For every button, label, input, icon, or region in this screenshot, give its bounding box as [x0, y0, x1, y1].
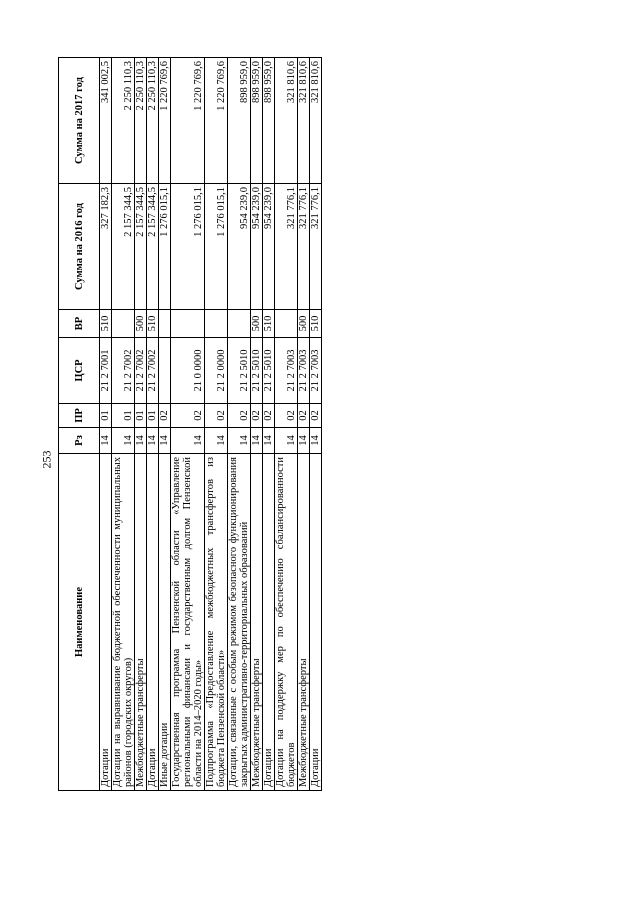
- cell-name: Государственная программа Пензенской области «Управление региональными финансами и государственным долгом Пензенской области на 2014–2020 годы»: [171, 454, 205, 791]
- rotated-table-container: [58, 58, 319, 791]
- cell-csr: 21 2 5010: [251, 338, 263, 404]
- cell-sum-2016: 2 157 344,5: [112, 184, 135, 310]
- cell-name: Дотации на выравнивание бюджетной обеспеченности муниципальных районов (городских округов): [112, 454, 135, 791]
- cell-csr: 21 2 7003: [275, 338, 298, 404]
- cell-rz: 14: [100, 428, 112, 454]
- cell-pr: 01: [135, 404, 147, 428]
- header-name: Наименование: [59, 454, 100, 791]
- cell-sum-2017: 321 810,6: [275, 58, 298, 184]
- cell-pr: 02: [205, 404, 228, 428]
- cell-csr: 21 2 5010: [263, 338, 275, 404]
- cell-sum-2016: 1 276 015,1: [159, 184, 171, 310]
- cell-csr: 21 2 0000: [205, 338, 228, 404]
- cell-vr: 510: [263, 310, 275, 338]
- cell-sum-2016: 321 776,1: [298, 184, 310, 310]
- cell-sum-2016: 2 157 344,5: [147, 184, 159, 310]
- table-row: [135, 58, 147, 791]
- header-sum-2016: Сумма на 2016 год: [59, 184, 100, 310]
- cell-pr: 02: [263, 404, 275, 428]
- cell-name: Дотации, связанные с особым режимом безопасного функционирования закрытых административно-территориальных образований: [228, 454, 251, 791]
- cell-pr: 02: [275, 404, 298, 428]
- cell-sum-2016: 321 776,1: [310, 184, 322, 310]
- cell-csr: 21 2 7001: [100, 338, 112, 404]
- cell-vr: 500: [298, 310, 310, 338]
- cell-sum-2017: 1 220 769,6: [205, 58, 228, 184]
- cell-pr: 01: [100, 404, 112, 428]
- cell-csr: 21 2 7002: [147, 338, 159, 404]
- header-vr: ВР: [59, 310, 100, 338]
- table-row: [251, 58, 263, 791]
- cell-pr: 02: [228, 404, 251, 428]
- cell-name: Дотации на поддержку мер по обеспечению сбалансированности бюджетов: [275, 454, 298, 791]
- cell-sum-2017: 341 002,5: [100, 58, 112, 184]
- cell-sum-2017: 2 250 110,3: [112, 58, 135, 184]
- page-number: 253: [39, 450, 54, 469]
- table-row: [228, 58, 251, 791]
- table-row: [100, 58, 112, 791]
- cell-vr: [205, 310, 228, 338]
- cell-sum-2017: 321 810,6: [310, 58, 322, 184]
- cell-rz: 14: [228, 428, 251, 454]
- cell-csr: 21 2 5010: [228, 338, 251, 404]
- cell-sum-2016: 954 239,0: [263, 184, 275, 310]
- table-row: [171, 58, 205, 791]
- cell-rz: 14: [112, 428, 135, 454]
- cell-sum-2016: 1 276 015,1: [205, 184, 228, 310]
- cell-name: Межбюджетные трансферты: [135, 454, 147, 791]
- cell-sum-2017: 2 250 110,3: [147, 58, 159, 184]
- cell-rz: 14: [147, 428, 159, 454]
- cell-vr: 510: [310, 310, 322, 338]
- budget-table: [58, 57, 322, 791]
- table-row: [263, 58, 275, 791]
- cell-pr: 02: [171, 404, 205, 428]
- header-sum-2017: Сумма на 2017 год: [59, 58, 100, 184]
- cell-rz: 14: [298, 428, 310, 454]
- cell-sum-2017: 321 810,6: [298, 58, 310, 184]
- table-row: [159, 58, 171, 791]
- table-row: [147, 58, 159, 791]
- cell-rz: 14: [251, 428, 263, 454]
- cell-rz: 14: [205, 428, 228, 454]
- cell-pr: 02: [310, 404, 322, 428]
- cell-name: Межбюджетные трансферты: [298, 454, 310, 791]
- cell-rz: 14: [275, 428, 298, 454]
- cell-sum-2016: 2 157 344,5: [135, 184, 147, 310]
- cell-name: Иные дотации: [159, 454, 171, 791]
- table-header-row: [59, 58, 100, 791]
- table-row: [112, 58, 135, 791]
- cell-sum-2016: 321 776,1: [275, 184, 298, 310]
- cell-sum-2016: 1 276 015,1: [171, 184, 205, 310]
- cell-name: Подпрограмма «Предоставление межбюджетных трансфертов из бюджета Пензенской области»: [205, 454, 228, 791]
- cell-vr: [171, 310, 205, 338]
- cell-sum-2017: 1 220 769,6: [171, 58, 205, 184]
- cell-name: Дотации: [147, 454, 159, 791]
- cell-rz: 14: [159, 428, 171, 454]
- cell-rz: 14: [135, 428, 147, 454]
- header-csr: ЦСР: [59, 338, 100, 404]
- cell-csr: 21 2 7002: [112, 338, 135, 404]
- cell-csr: 21 0 0000: [171, 338, 205, 404]
- cell-sum-2016: 327 182,3: [100, 184, 112, 310]
- header-pr: ПР: [59, 404, 100, 428]
- cell-sum-2016: 954 239,0: [228, 184, 251, 310]
- cell-csr: [159, 338, 171, 404]
- cell-csr: 21 2 7002: [135, 338, 147, 404]
- cell-sum-2017: 898 959,0: [228, 58, 251, 184]
- table-row: [275, 58, 298, 791]
- cell-vr: [228, 310, 251, 338]
- cell-csr: 21 2 7003: [298, 338, 310, 404]
- cell-rz: 14: [310, 428, 322, 454]
- cell-rz: 14: [171, 428, 205, 454]
- cell-vr: 510: [147, 310, 159, 338]
- cell-pr: 02: [159, 404, 171, 428]
- cell-name: Дотации: [310, 454, 322, 791]
- cell-pr: 01: [112, 404, 135, 428]
- cell-vr: 510: [100, 310, 112, 338]
- cell-name: Дотации: [100, 454, 112, 791]
- cell-sum-2017: 898 959,0: [263, 58, 275, 184]
- cell-vr: 500: [135, 310, 147, 338]
- header-rz: Рз: [59, 428, 100, 454]
- cell-vr: [275, 310, 298, 338]
- cell-rz: 14: [263, 428, 275, 454]
- cell-sum-2017: 898 959,0: [251, 58, 263, 184]
- table-row: [298, 58, 310, 791]
- cell-csr: 21 2 7003: [310, 338, 322, 404]
- table-row: [310, 58, 322, 791]
- cell-pr: 02: [298, 404, 310, 428]
- cell-pr: 02: [251, 404, 263, 428]
- cell-sum-2016: 954 239,0: [251, 184, 263, 310]
- cell-sum-2017: 2 250 110,3: [135, 58, 147, 184]
- table-body: [100, 58, 322, 791]
- cell-name: Дотации: [263, 454, 275, 791]
- cell-vr: 500: [251, 310, 263, 338]
- cell-vr: [112, 310, 135, 338]
- cell-vr: [159, 310, 171, 338]
- cell-pr: 01: [147, 404, 159, 428]
- cell-name: Межбюджетные трансферты: [251, 454, 263, 791]
- cell-sum-2017: 1 220 769,6: [159, 58, 171, 184]
- table-row: [205, 58, 228, 791]
